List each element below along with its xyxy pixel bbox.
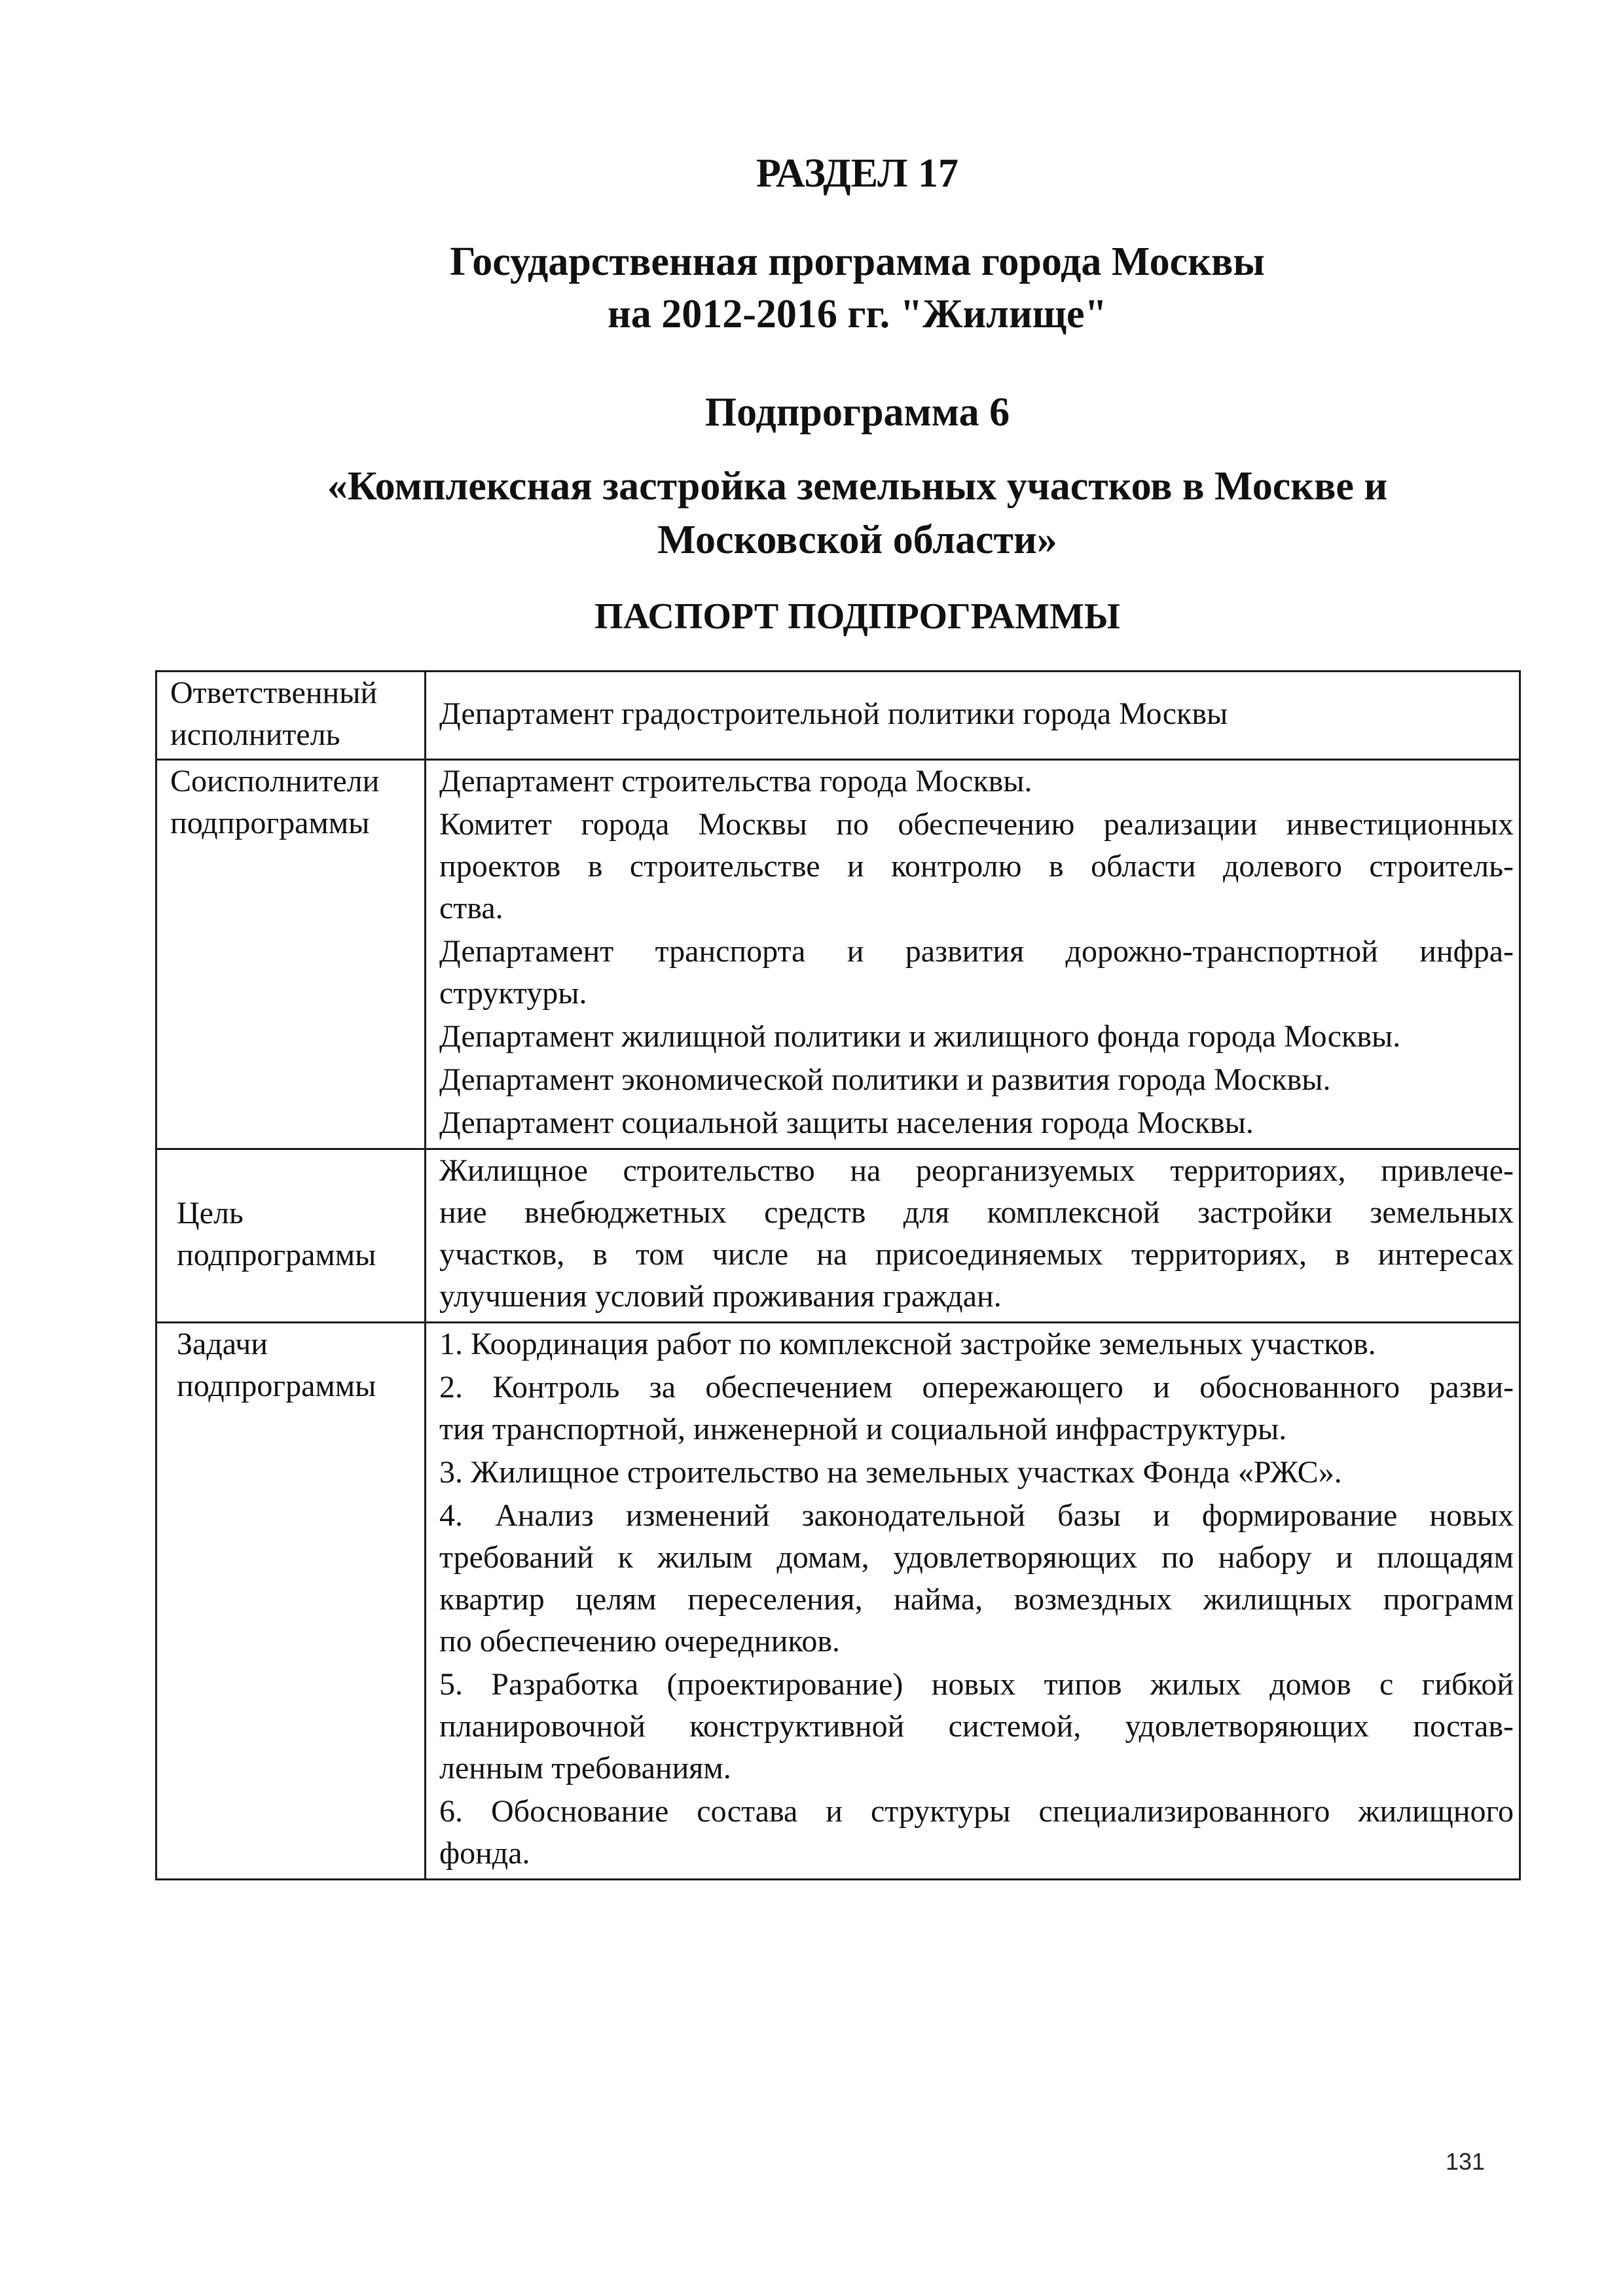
- text-line: планировочной конструктивной системой, удовлетворяющих постав-: [439, 1709, 1514, 1744]
- text-line: 4. Анализ изменений законодательной базы и формирование новых: [439, 1498, 1514, 1533]
- responsible-executor-label: [156, 672, 426, 760]
- text-line: квартир целям переселения, найма, возмездных жилищных программ: [439, 1582, 1514, 1617]
- text-line: 1. Координация работ по комплексной застройке земельных участков.: [439, 1327, 1376, 1361]
- paragraph: [439, 1150, 1514, 1318]
- paragraph: [439, 1664, 1514, 1789]
- paragraph: [439, 1016, 1514, 1058]
- table-row-responsible-executor: [156, 672, 1520, 760]
- paragraph: [439, 761, 1514, 802]
- text-line: Комитет города Москвы по обеспечению реализации инвестиционных: [439, 807, 1514, 842]
- text-line: улучшения условий проживания граждан.: [439, 1279, 1002, 1314]
- paragraph: [439, 1495, 1514, 1662]
- passport-table: [155, 670, 1521, 1880]
- paragraph: [439, 931, 1514, 1014]
- text-line: 3. Жилищное строительство на земельных участках Фонда «РЖС».: [439, 1455, 1342, 1490]
- label-line: Ответственный: [170, 675, 378, 710]
- text-line: участков, в том числе на присоединяемых территориях, в интересах: [439, 1237, 1514, 1272]
- table-row-goal: [156, 1149, 1520, 1323]
- table-row-tasks: [156, 1323, 1520, 1880]
- text-line: 2. Контроль за обеспечением опережающего и обоснованного разви-: [439, 1370, 1514, 1405]
- text-line: тия транспортной, инженерной и социальной инфраструктуры.: [439, 1412, 1287, 1446]
- label-line: подпрограммы: [177, 1369, 376, 1403]
- program-title-line-2: на 2012-2016 гг. "Жилище": [608, 292, 1107, 336]
- responsible-executor-text: Департамент градостроительной политики города Москвы: [439, 696, 1228, 731]
- text-line: 6. Обоснование состава и структуры специализированного жилищного: [439, 1794, 1514, 1829]
- passport-title: ПАСПОРТ ПОДПРОГРАММЫ: [594, 596, 1120, 637]
- goal-text: [426, 1149, 1520, 1323]
- subprogram-name-line-2: Московской области»: [657, 518, 1057, 562]
- paragraph: [439, 804, 1514, 929]
- text-line: ства.: [439, 891, 503, 925]
- label-line: подпрограммы: [177, 1238, 376, 1272]
- paragraph: [439, 1452, 1514, 1494]
- page-number: 131: [1446, 2148, 1486, 2175]
- text-line: фонда.: [439, 1836, 530, 1871]
- text-line: Департамент экономической политики и развития города Москвы.: [439, 1062, 1331, 1097]
- paragraph: [439, 1791, 1514, 1874]
- text-line: проектов в строительстве и контролю в области долевого строитель-: [439, 849, 1514, 884]
- label-line: Цель: [177, 1196, 244, 1230]
- text-line: структуры.: [439, 976, 587, 1011]
- subprogram-number: Подпрограмма 6: [704, 390, 1010, 435]
- paragraph: [439, 1059, 1514, 1101]
- goal-label: [156, 1149, 426, 1323]
- program-title-line-1: Государственная программа города Москвы: [450, 240, 1265, 284]
- text-line: Департамент строительства города Москвы.: [439, 764, 1032, 798]
- text-line: Департамент транспорта и развития дорожно-транспортной инфра-: [439, 934, 1514, 969]
- label-line: Соисполнители: [170, 764, 380, 798]
- label-line: Задачи: [177, 1327, 268, 1361]
- section-title: РАЗДЕЛ 17: [756, 151, 958, 196]
- text-line: требований к жилым домам, удовлетворяющих по набору и площадям: [439, 1540, 1514, 1575]
- tasks-list: [426, 1323, 1520, 1880]
- responsible-executor-value: [426, 672, 1520, 760]
- text-line: ние внебюджетных средств для комплексной застройки земельных: [439, 1195, 1514, 1230]
- paragraph: [439, 1323, 1514, 1365]
- label-line: исполнитель: [170, 717, 340, 752]
- text-line: Департамент жилищной политики и жилищного фонда города Москвы.: [439, 1019, 1401, 1054]
- text-line: ленным требованиям.: [439, 1751, 731, 1785]
- paragraph: [439, 1367, 1514, 1450]
- paragraph: [439, 1102, 1514, 1144]
- label-line: подпрограммы: [170, 806, 370, 840]
- text-line: Департамент социальной защиты населения города Москвы.: [439, 1105, 1254, 1140]
- subprogram-name-line-1: «Комплексная застройка земельных участков в Москве и: [327, 464, 1388, 509]
- co-executors-list: [426, 760, 1520, 1149]
- co-executors-label: [156, 760, 426, 1149]
- table-row-co-executors: [156, 760, 1520, 1149]
- text-line: 5. Разработка (проектирование) новых типов жилых домов с гибкой: [439, 1667, 1514, 1702]
- tasks-label: [156, 1323, 426, 1880]
- text-line: Жилищное строительство на реорганизуемых территориях, привлече-: [439, 1153, 1514, 1188]
- text-line: по обеспечению очередников.: [439, 1624, 840, 1659]
